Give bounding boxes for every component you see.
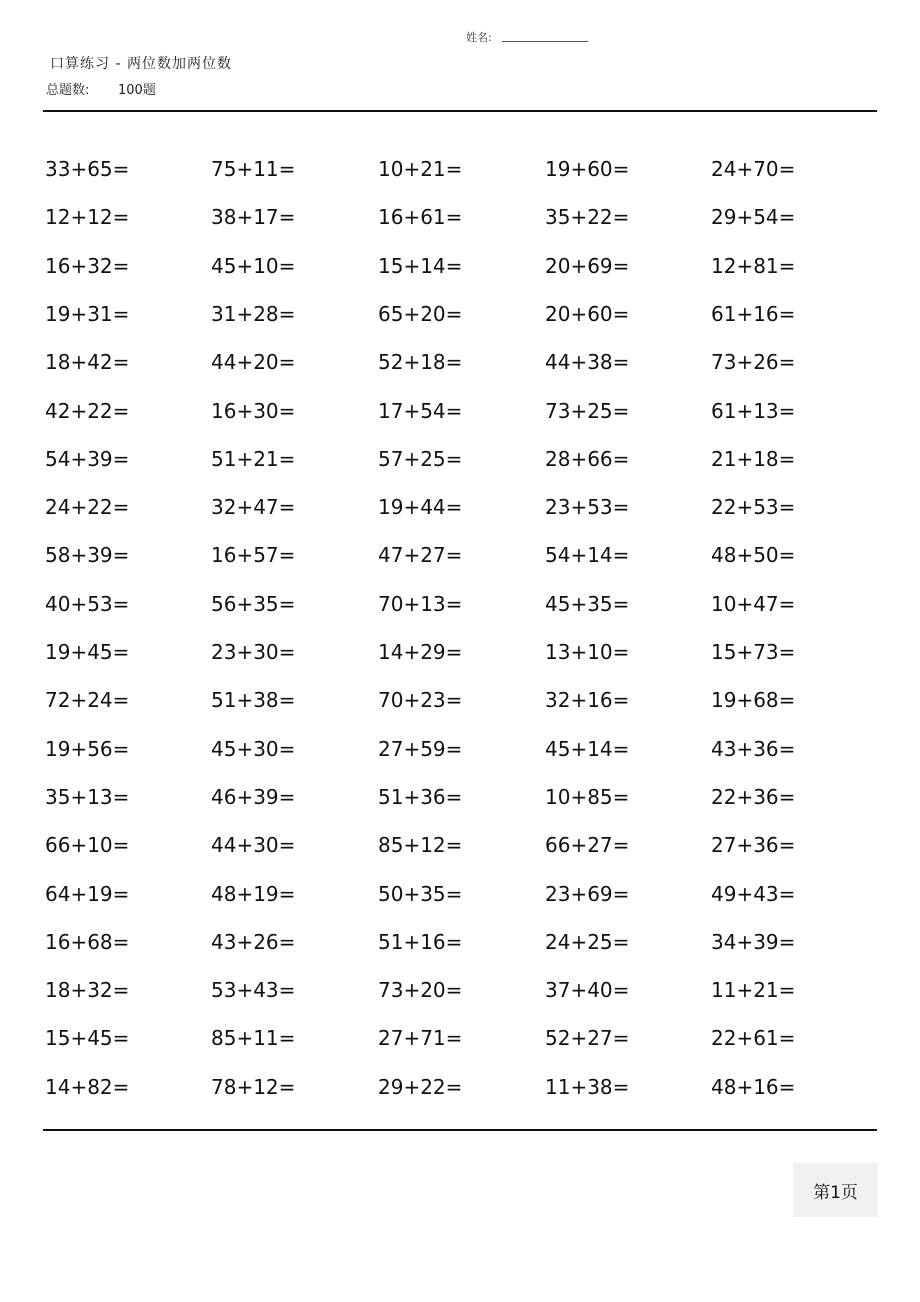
problem-r11-c2: 23+30= (211, 640, 296, 664)
problem-r10-c2: 56+35= (211, 592, 296, 616)
problem-r20-c2: 78+12= (211, 1075, 296, 1099)
problem-r11-c3: 14+29= (378, 640, 463, 664)
page-number-badge (793, 1163, 878, 1217)
problem-r8-c5: 22+53= (711, 495, 796, 519)
problem-r14-c2: 46+39= (211, 785, 296, 809)
problem-r19-c5: 22+61= (711, 1026, 796, 1050)
problem-r1-c2: 75+11= (211, 157, 296, 181)
problem-r6-c2: 16+30= (211, 399, 296, 423)
problem-r19-c1: 15+45= (45, 1026, 130, 1050)
problem-r17-c2: 43+26= (211, 930, 296, 954)
problem-r6-c5: 61+13= (711, 399, 796, 423)
problem-r12-c2: 51+38= (211, 688, 296, 712)
problem-r13-c5: 43+36= (711, 737, 796, 761)
problem-r5-c2: 44+20= (211, 350, 296, 374)
total-count-label: 总题数: (46, 83, 90, 98)
problem-r10-c3: 70+13= (378, 592, 463, 616)
problem-r6-c1: 42+22= (45, 399, 130, 423)
problem-r11-c1: 19+45= (45, 640, 130, 664)
problem-r18-c5: 11+21= (711, 978, 796, 1002)
problem-r3-c4: 20+69= (545, 254, 630, 278)
problem-r7-c1: 54+39= (45, 447, 130, 471)
problem-r9-c3: 47+27= (378, 543, 463, 567)
problem-r17-c3: 51+16= (378, 930, 463, 954)
problem-r6-c4: 73+25= (545, 399, 630, 423)
total-count-value: 100题 (118, 83, 156, 98)
problem-r15-c5: 27+36= (711, 833, 796, 857)
problem-r3-c3: 15+14= (378, 254, 463, 278)
problem-r16-c1: 64+19= (45, 882, 130, 906)
name-label: 姓名: (466, 31, 492, 44)
problem-r8-c4: 23+53= (545, 495, 630, 519)
problem-r8-c3: 19+44= (378, 495, 463, 519)
problem-r11-c5: 15+73= (711, 640, 796, 664)
problem-r2-c5: 29+54= (711, 205, 796, 229)
problem-r9-c4: 54+14= (545, 543, 630, 567)
problem-r5-c1: 18+42= (45, 350, 130, 374)
name-blank-line[interactable] (502, 41, 588, 42)
problem-r9-c1: 58+39= (45, 543, 130, 567)
problem-r1-c4: 19+60= (545, 157, 630, 181)
worksheet-title: 口算练习 - 两位数加两位数 (50, 56, 232, 72)
problem-r1-c5: 24+70= (711, 157, 796, 181)
problem-r4-c4: 20+60= (545, 302, 630, 326)
problem-r7-c5: 21+18= (711, 447, 796, 471)
problem-r4-c2: 31+28= (211, 302, 296, 326)
problem-r1-c3: 10+21= (378, 157, 463, 181)
problem-r20-c4: 11+38= (545, 1075, 630, 1099)
problem-r8-c1: 24+22= (45, 495, 130, 519)
problem-r3-c2: 45+10= (211, 254, 296, 278)
problem-r7-c3: 57+25= (378, 447, 463, 471)
problem-r3-c5: 12+81= (711, 254, 796, 278)
problem-r17-c4: 24+25= (545, 930, 630, 954)
problem-r12-c5: 19+68= (711, 688, 796, 712)
problem-r10-c4: 45+35= (545, 592, 630, 616)
problem-r5-c4: 44+38= (545, 350, 630, 374)
problem-r18-c2: 53+43= (211, 978, 296, 1002)
problem-r7-c2: 51+21= (211, 447, 296, 471)
problem-r5-c5: 73+26= (711, 350, 796, 374)
problem-r12-c4: 32+16= (545, 688, 630, 712)
problem-r4-c1: 19+31= (45, 302, 130, 326)
problem-r13-c4: 45+14= (545, 737, 630, 761)
problem-r20-c5: 48+16= (711, 1075, 796, 1099)
problem-r5-c3: 52+18= (378, 350, 463, 374)
problem-r18-c3: 73+20= (378, 978, 463, 1002)
problem-r2-c1: 12+12= (45, 205, 130, 229)
problem-r8-c2: 32+47= (211, 495, 296, 519)
problem-r16-c3: 50+35= (378, 882, 463, 906)
problem-r2-c3: 16+61= (378, 205, 463, 229)
problem-r14-c3: 51+36= (378, 785, 463, 809)
problem-r7-c4: 28+66= (545, 447, 630, 471)
problem-r1-c1: 33+65= (45, 157, 130, 181)
page-number-label: 第1页 (813, 1182, 858, 1203)
problem-r14-c1: 35+13= (45, 785, 130, 809)
problem-r16-c2: 48+19= (211, 882, 296, 906)
problem-r14-c5: 22+36= (711, 785, 796, 809)
problem-r13-c1: 19+56= (45, 737, 130, 761)
problem-r2-c4: 35+22= (545, 205, 630, 229)
problem-r19-c3: 27+71= (378, 1026, 463, 1050)
problem-r16-c5: 49+43= (711, 882, 796, 906)
problem-r10-c5: 10+47= (711, 592, 796, 616)
problem-r13-c2: 45+30= (211, 737, 296, 761)
problem-r15-c3: 85+12= (378, 833, 463, 857)
problem-r19-c2: 85+11= (211, 1026, 296, 1050)
problem-r18-c1: 18+32= (45, 978, 130, 1002)
problem-r3-c1: 16+32= (45, 254, 130, 278)
problem-r12-c3: 70+23= (378, 688, 463, 712)
problem-r17-c1: 16+68= (45, 930, 130, 954)
problem-r12-c1: 72+24= (45, 688, 130, 712)
problem-r4-c3: 65+20= (378, 302, 463, 326)
problem-r19-c4: 52+27= (545, 1026, 630, 1050)
problem-r20-c1: 14+82= (45, 1075, 130, 1099)
problem-r15-c2: 44+30= (211, 833, 296, 857)
problem-r14-c4: 10+85= (545, 785, 630, 809)
top-divider (43, 110, 877, 112)
problem-r20-c3: 29+22= (378, 1075, 463, 1099)
bottom-divider (43, 1129, 877, 1131)
problem-r15-c1: 66+10= (45, 833, 130, 857)
problem-r11-c4: 13+10= (545, 640, 630, 664)
problem-r17-c5: 34+39= (711, 930, 796, 954)
problem-r13-c3: 27+59= (378, 737, 463, 761)
problem-r2-c2: 38+17= (211, 205, 296, 229)
problem-r6-c3: 17+54= (378, 399, 463, 423)
problem-r9-c2: 16+57= (211, 543, 296, 567)
problem-r10-c1: 40+53= (45, 592, 130, 616)
problem-r15-c4: 66+27= (545, 833, 630, 857)
problem-r4-c5: 61+16= (711, 302, 796, 326)
problem-r18-c4: 37+40= (545, 978, 630, 1002)
problem-r9-c5: 48+50= (711, 543, 796, 567)
problem-r16-c4: 23+69= (545, 882, 630, 906)
